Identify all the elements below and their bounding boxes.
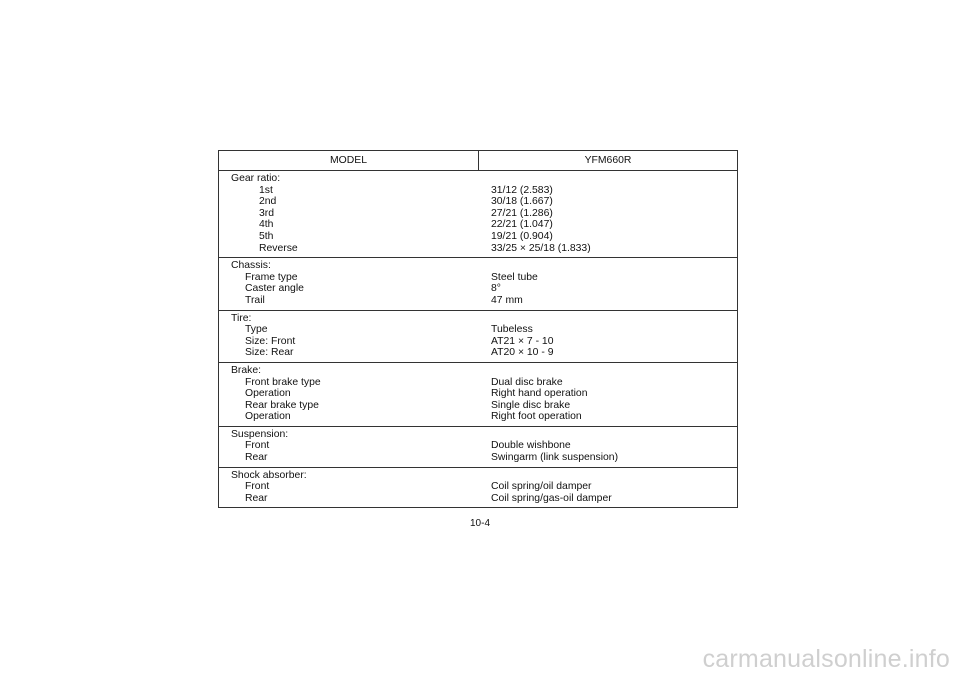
spec-value: Coil spring/oil damper — [491, 481, 592, 493]
spec-value: AT21 × 7 - 10 — [491, 335, 554, 347]
spec-section — [219, 311, 737, 363]
spec-label: Front brake type — [245, 376, 321, 388]
spec-label: Rear — [245, 492, 268, 504]
spec-label: Size: Front — [245, 335, 296, 347]
spec-label: Operation — [245, 388, 291, 400]
spec-labels — [219, 429, 491, 464]
spec-label: Caster angle — [245, 283, 304, 295]
value-spacer — [491, 173, 737, 185]
spec-label: Reverse — [259, 242, 298, 254]
spec-label: 5th — [259, 230, 274, 242]
value-spacer — [491, 470, 737, 482]
spec-label: 2nd — [259, 196, 277, 208]
spec-value: Double wishbone — [491, 440, 571, 452]
section-title: Suspension: — [231, 428, 289, 440]
spec-value: 22/21 (1.047) — [491, 219, 553, 231]
model-value: YFM660R — [584, 154, 632, 166]
spec-value: AT20 × 10 - 9 — [491, 347, 554, 359]
spec-value: 19/21 (0.904) — [491, 230, 553, 242]
spec-value: 31/12 (2.583) — [491, 184, 553, 196]
spec-value: 8° — [491, 283, 501, 295]
spec-label: Rear — [245, 452, 268, 464]
value-spacer — [491, 429, 737, 441]
spec-sections — [219, 171, 737, 507]
spec-value: Right foot operation — [491, 411, 582, 423]
spec-values — [491, 173, 737, 254]
spec-label: Front — [245, 440, 270, 452]
spec-labels — [219, 470, 491, 505]
section-title: Shock absorber: — [231, 469, 307, 481]
spec-value: Coil spring/gas-oil damper — [491, 492, 612, 504]
spec-label: 1st — [259, 184, 273, 196]
spec-label: 3rd — [259, 207, 275, 219]
section-title: Gear ratio: — [231, 173, 281, 184]
spec-labels — [219, 365, 491, 423]
model-label: MODEL — [219, 151, 479, 170]
section-title: Tire: — [231, 312, 252, 324]
spec-label: Type — [245, 324, 268, 336]
spec-values — [491, 313, 737, 359]
spec-section — [219, 363, 737, 427]
spec-value: Steel tube — [491, 271, 538, 283]
spec-label: Operation — [245, 411, 291, 423]
spec-label: Trail — [245, 294, 265, 306]
spec-label: Frame type — [245, 271, 298, 283]
spec-label: Size: Rear — [245, 347, 294, 359]
spec-label: 4th — [259, 219, 274, 231]
spec-value: Swingarm (link suspension) — [491, 452, 619, 464]
spec-value: Tubeless — [491, 324, 533, 336]
value-spacer — [491, 260, 737, 272]
spec-section — [219, 258, 737, 310]
spec-value: Single disc brake — [491, 399, 571, 411]
spec-labels — [219, 173, 491, 254]
section-title: Chassis: — [231, 260, 271, 272]
spec-section — [219, 468, 737, 508]
spec-values — [491, 365, 737, 423]
spec-labels — [219, 313, 491, 359]
spec-table — [218, 150, 738, 508]
value-spacer — [491, 365, 737, 377]
spec-labels — [219, 260, 491, 306]
table-header-row — [219, 151, 737, 171]
spec-value: 33/25 × 25/18 (1.833) — [491, 242, 591, 254]
spec-values — [491, 260, 737, 306]
section-title: Brake: — [231, 364, 262, 376]
watermark: carmanualsonline.info — [702, 645, 950, 673]
page-number: 10-4 — [469, 518, 490, 529]
spec-section — [219, 427, 737, 468]
spec-value: Dual disc brake — [491, 376, 563, 388]
spec-value: 30/18 (1.667) — [491, 196, 553, 208]
spec-values — [491, 429, 737, 464]
spec-value: 47 mm — [491, 294, 523, 306]
spec-value: Right hand operation — [491, 388, 588, 400]
spec-label: Front — [245, 481, 270, 493]
spec-label: Rear brake type — [245, 399, 319, 411]
spec-value: 27/21 (1.286) — [491, 207, 553, 219]
spec-values — [491, 470, 737, 505]
spec-section — [219, 171, 737, 258]
value-spacer — [491, 313, 737, 325]
